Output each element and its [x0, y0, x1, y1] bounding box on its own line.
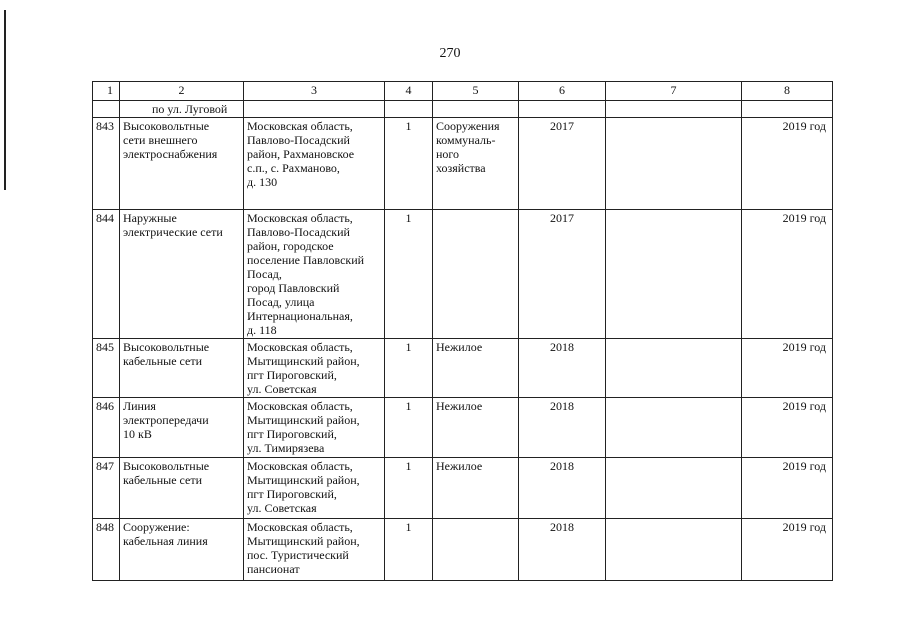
table-cell: [385, 101, 433, 118]
object-col8: 2019 год: [742, 458, 833, 519]
row-number: 843: [93, 118, 120, 210]
continuation-row: [93, 101, 833, 118]
object-col7: [606, 118, 742, 210]
object-year: 2018: [519, 458, 606, 519]
table-cell: [433, 101, 519, 118]
header-cell: 8: [742, 82, 833, 101]
object-quantity: 1: [385, 398, 433, 458]
table-cell: [93, 101, 120, 118]
object-year: 2017: [519, 118, 606, 210]
table-row: [93, 519, 833, 581]
object-col8: 2019 год: [742, 519, 833, 581]
object-quantity: 1: [385, 458, 433, 519]
object-col7: [606, 210, 742, 339]
object-col8: 2019 год: [742, 339, 833, 398]
object-address: Московская область, Мытищинский район, пос. Туристический пансионат: [244, 519, 385, 581]
object-address: Московская область, Мытищинский район, пгт Пироговский, ул. Советская: [244, 339, 385, 398]
object-purpose: Сооружения коммуналь- ного хозяйства: [433, 118, 519, 210]
object-address: Московская область, Павлово-Посадский район, городское поселение Павловский Посад, город Павловский Посад, улица Интернациональная, д. 118: [244, 210, 385, 339]
row-number: 846: [93, 398, 120, 458]
object-purpose: Нежилое: [433, 398, 519, 458]
header-cell: 6: [519, 82, 606, 101]
table-header-row: [93, 82, 833, 101]
object-col7: [606, 458, 742, 519]
table-cell: [519, 101, 606, 118]
table-row: [93, 339, 833, 398]
object-col7: [606, 519, 742, 581]
object-quantity: 1: [385, 118, 433, 210]
object-quantity: 1: [385, 339, 433, 398]
object-name: Линия электропередачи 10 кВ: [120, 398, 244, 458]
table-row: [93, 118, 833, 210]
object-name: Высоковольтные кабельные сети: [120, 339, 244, 398]
table-cell: [606, 101, 742, 118]
object-col8: 2019 год: [742, 210, 833, 339]
object-purpose: [433, 210, 519, 339]
continuation-name: по ул. Луговой: [120, 101, 244, 118]
registry-table: [92, 81, 833, 581]
row-number: 845: [93, 339, 120, 398]
object-address: Московская область, Мытищинский район, пгт Пироговский, ул. Тимирязева: [244, 398, 385, 458]
object-quantity: 1: [385, 210, 433, 339]
scan-edge-mark: [4, 10, 6, 190]
object-purpose: [433, 519, 519, 581]
object-col8: 2019 год: [742, 398, 833, 458]
row-number: 847: [93, 458, 120, 519]
header-cell: 3: [244, 82, 385, 101]
object-col7: [606, 339, 742, 398]
object-year: 2018: [519, 519, 606, 581]
object-quantity: 1: [385, 519, 433, 581]
header-cell: 2: [120, 82, 244, 101]
object-col7: [606, 398, 742, 458]
object-year: 2018: [519, 339, 606, 398]
object-name: Сооружение: кабельная линия: [120, 519, 244, 581]
page-number: 270: [439, 46, 461, 61]
table-row: [93, 210, 833, 339]
table-row: [93, 458, 833, 519]
object-name: Высоковольтные сети внешнего электроснабжения: [120, 118, 244, 210]
object-purpose: Нежилое: [433, 458, 519, 519]
object-year: 2018: [519, 398, 606, 458]
object-year: 2017: [519, 210, 606, 339]
object-name: Наружные электрические сети: [120, 210, 244, 339]
table-cell: [244, 101, 385, 118]
object-address: Московская область, Павлово-Посадский район, Рахмановское с.п., с. Рахманово, д. 130: [244, 118, 385, 210]
table-cell: [742, 101, 833, 118]
table-row: [93, 398, 833, 458]
object-col8: 2019 год: [742, 118, 833, 210]
header-cell: 5: [433, 82, 519, 101]
object-name: Высоковольтные кабельные сети: [120, 458, 244, 519]
header-cell: 7: [606, 82, 742, 101]
row-number: 848: [93, 519, 120, 581]
object-purpose: Нежилое: [433, 339, 519, 398]
row-number: 844: [93, 210, 120, 339]
object-address: Московская область, Мытищинский район, пгт Пироговский, ул. Советская: [244, 458, 385, 519]
header-cell: 1: [93, 82, 120, 101]
header-cell: 4: [385, 82, 433, 101]
